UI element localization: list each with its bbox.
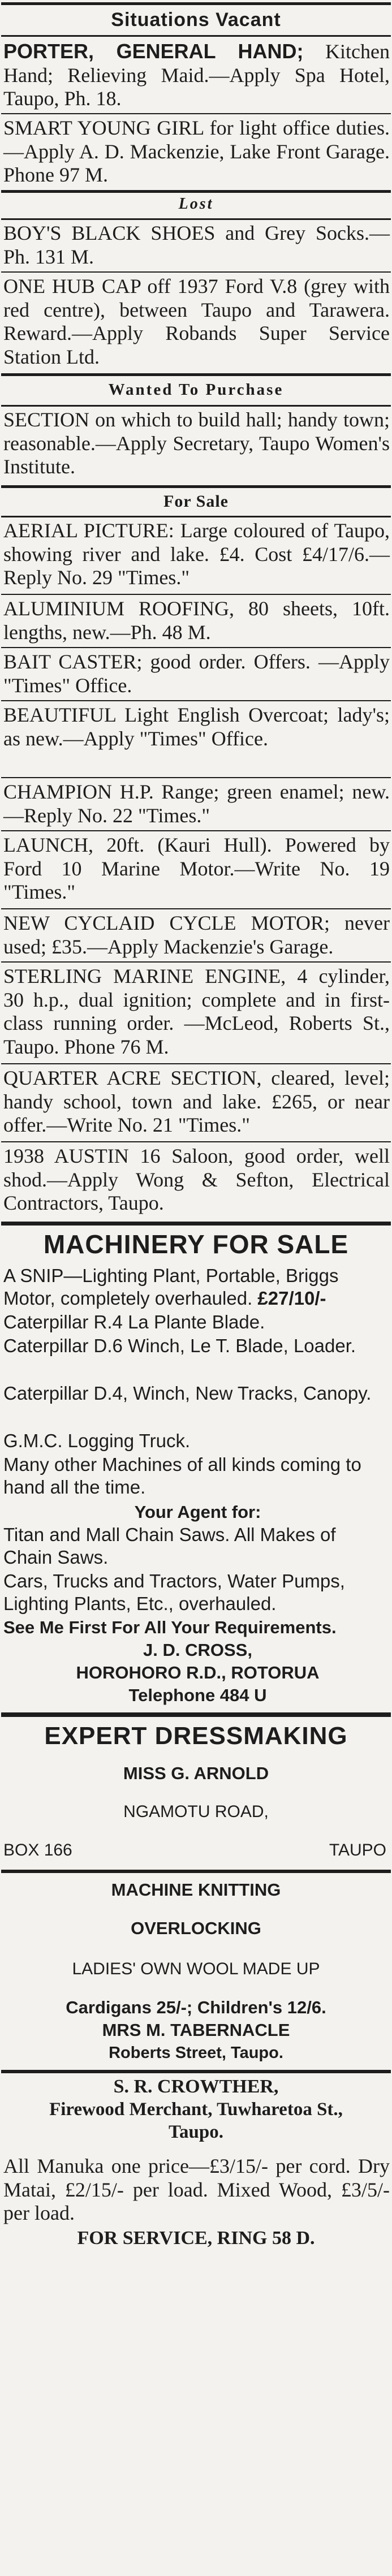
ad-section-hall: SECTION on which to build hall; handy town; reasonable.—Apply Secretary, Taupo Women's Institute. xyxy=(3,408,390,478)
divider xyxy=(1,113,391,114)
divider xyxy=(1,218,391,220)
divider xyxy=(1,271,391,273)
machinery-item: Caterpillar D.4, Winch, New Tracks, Canopy. xyxy=(3,1383,372,1404)
ad-bait-caster: BAIT CASTER; good order. Offers. —Apply "Times" Office. xyxy=(3,650,390,697)
dealer-phone: Telephone 484 U xyxy=(128,1685,267,1705)
agent-line: Cars, Trucks and Tractors, Water Pumps, Lighting Plants, Etc., overhauled. xyxy=(3,1570,345,1614)
ad-quarter-acre: QUARTER ACRE SECTION, cleared, level; handy school, town and lake. £265, or near offer.—Write No. 21 "Times." xyxy=(3,1067,390,1136)
agent-heading: Your Agent for: xyxy=(134,1502,261,1522)
divider xyxy=(1,1141,391,1142)
lost-heading: Lost xyxy=(178,195,214,213)
divider xyxy=(1,777,391,778)
dealer-name: J. D. CROSS, xyxy=(143,1640,252,1660)
ad-launch: LAUNCH, 20ft. (Kauri Hull). Powered by Ford 10 Marine Motor.—Write No. 19 "Times." xyxy=(3,834,390,903)
ad-cyclaid-motor: NEW CYCLAID CYCLE MOTOR; never used; £35.—Apply Mackenzie's Garage. xyxy=(3,912,390,958)
ad-porter: PORTER, GENERAL HAND; Kitchen Hand; Relieving Maid.—Apply Spa Hotel, Taupo, Ph. 18. xyxy=(3,40,390,110)
ad-sterling-engine: STERLING MARINE ENGINE, 4 cylinder, 30 h.p., dual ignition; complete and in first-class running order. —McLeod, Roberts St., Taupo. Phone 76 M. xyxy=(3,965,390,1058)
divider xyxy=(1,2070,391,2073)
own-wool-line: LADIES' OWN WOOL MADE UP xyxy=(72,1960,320,1978)
machinery-heading: MACHINERY FOR SALE xyxy=(43,1229,349,1259)
prices-line: Cardigans 25/-; Children's 12/6. xyxy=(66,1997,326,2017)
divider xyxy=(1,594,391,595)
dressmaker-box-line: BOX 166 TAUPO xyxy=(3,1841,386,1859)
see-me-first: See Me First For All Your Requirements. xyxy=(3,1617,337,1637)
machinery-item: Caterpillar D.6 Winch, Le T. Blade, Loader. xyxy=(3,1335,356,1356)
divider xyxy=(1,405,391,407)
firewood-line: Firewood Merchant, Tuwharetoa St., xyxy=(49,2099,343,2120)
divider xyxy=(1,908,391,909)
ad-aerial-picture: AERIAL PICTURE: Large coloured of Taupo, showing river and lake. £4. Cost £4/17/6.—Reply No. 29 "Times." xyxy=(3,519,390,589)
dressmaker-name: MISS G. ARNOLD xyxy=(123,1763,269,1783)
firewood-prices: All Manuka one price—£3/15/- per cord. Dry Matai, £2/15/- per load. Mixed Wood, £3/5/- per load. xyxy=(3,2155,390,2224)
divider xyxy=(1,1063,391,1064)
dressmaker-road: NGAMOTU ROAD, xyxy=(123,1802,269,1821)
ad-overcoat: BEAUTIFUL Light English Overcoat; lady's; as new.—Apply "Times" Office. xyxy=(3,704,390,750)
overlocking-line: OVERLOCKING xyxy=(131,1918,261,1938)
knitter-name: MRS M. TABERNACLE xyxy=(102,2020,290,2040)
dressmaking-heading: EXPERT DRESSMAKING xyxy=(44,1722,348,1750)
divider xyxy=(1,700,391,701)
machinery-item: Caterpillar R.4 La Plante Blade. xyxy=(3,1311,265,1332)
machinery-snip: A SNIP—Lighting Plant, Portable, Briggs Motor, completely overhauled. £27/10/- xyxy=(3,1265,339,1309)
ad-aluminium-roofing: ALUMINIUM ROOFING, 80 sheets, 10ft. lengths, new.—Ph. 48 M. xyxy=(3,597,390,644)
knitting-line: MACHINE KNITTING xyxy=(111,1880,281,1900)
divider xyxy=(1,1222,391,1226)
divider xyxy=(1,1712,391,1717)
ad-champion-range: CHAMPION H.P. Range; green enamel; new.—Reply No. 22 "Times." xyxy=(3,780,390,827)
firewood-town: Taupo. xyxy=(169,2122,223,2142)
divider xyxy=(1,1870,391,1873)
top-rule xyxy=(1,2,391,5)
situations-vacant-heading: Situations Vacant xyxy=(111,9,281,31)
divider xyxy=(1,35,391,37)
machinery-item: G.M.C. Logging Truck. xyxy=(3,1430,191,1451)
ad-smart-young-girl: SMART YOUNG GIRL for light office duties.—Apply A. D. Mackenzie, Lake Front Garage. Phone 97 M. xyxy=(3,116,390,186)
ad-hub-cap: ONE HUB CAP off 1937 Ford V.8 (grey with red centre), between Taupo and Tarawera. Reward.—Apply Robands Super Service Station Ltd. xyxy=(3,275,390,368)
divider xyxy=(1,961,391,963)
machinery-many: Many other Machines of all kinds coming to hand all the time. xyxy=(3,1454,361,1498)
firewood-name: S. R. CROWTHER, xyxy=(113,2076,279,2097)
divider xyxy=(1,830,391,831)
divider xyxy=(1,516,391,517)
wanted-heading: Wanted To Purchase xyxy=(108,381,284,399)
dealer-address: HOROHORO R.D., ROTORUA xyxy=(76,1663,320,1682)
divider xyxy=(1,647,391,648)
ad-austin: 1938 AUSTIN 16 Saloon, good order, well shod.—Apply Wong & Sefton, Electrical Contractors, Taupo. xyxy=(3,1145,390,1214)
knitter-address: Roberts Street, Taupo. xyxy=(109,2044,283,2062)
agent-line: Titan and Mall Chain Saws. All Makes of Chain Saws. xyxy=(3,1524,336,1568)
for-sale-heading: For Sale xyxy=(163,492,229,511)
firewood-service: FOR SERVICE, RING 58 D. xyxy=(77,2228,315,2249)
ad-boys-shoes: BOY'S BLACK SHOES and Grey Socks.—Ph. 131 M. xyxy=(3,222,390,268)
